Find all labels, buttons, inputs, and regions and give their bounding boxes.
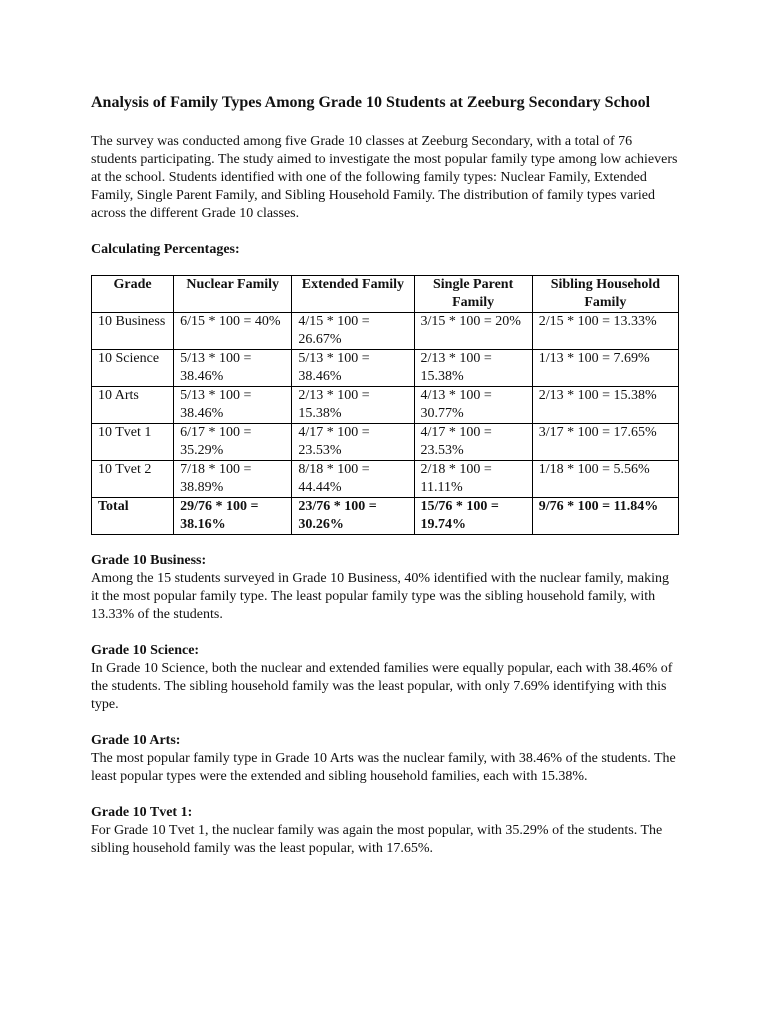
table-cell: 5/13 * 100 = 38.46% — [174, 350, 292, 387]
section-grade-10-arts — [91, 732, 680, 786]
table-cell: 10 Business — [92, 313, 174, 350]
table-cell: 29/76 * 100 = 38.16% — [174, 498, 292, 535]
percentages-table — [91, 275, 679, 535]
column-header-extended: Extended Family — [292, 276, 414, 313]
table-cell: 5/13 * 100 = 38.46% — [174, 387, 292, 424]
table-cell: 4/17 * 100 = 23.53% — [292, 424, 414, 461]
table-total-row — [92, 498, 679, 535]
table-cell: 3/15 * 100 = 20% — [414, 313, 532, 350]
table-header-row — [92, 276, 679, 313]
table-cell: 7/18 * 100 = 38.89% — [174, 461, 292, 498]
column-header-sibling-household: Sibling Household Family — [532, 276, 678, 313]
table-cell: 23/76 * 100 = 30.26% — [292, 498, 414, 535]
column-header-nuclear: Nuclear Family — [174, 276, 292, 313]
table-cell: 2/13 * 100 = 15.38% — [292, 387, 414, 424]
table-cell: 10 Arts — [92, 387, 174, 424]
table-cell: Total — [92, 498, 174, 535]
table-cell: 6/15 * 100 = 40% — [174, 313, 292, 350]
table-cell: 8/18 * 100 = 44.44% — [292, 461, 414, 498]
column-header-grade: Grade — [92, 276, 174, 313]
table-cell: 10 Tvet 2 — [92, 461, 174, 498]
table-cell: 2/13 * 100 = 15.38% — [532, 387, 678, 424]
table-cell: 4/15 * 100 = 26.67% — [292, 313, 414, 350]
column-header-single-parent: Single Parent Family — [414, 276, 532, 313]
table-cell: 9/76 * 100 = 11.84% — [532, 498, 678, 535]
section-grade-10-business — [91, 552, 680, 624]
section-body: Among the 15 students surveyed in Grade 10 Business, 40% identified with the nuclear family, making it the most popular family type. The least popular family type was the sibling household family, with 13.33% of the students. — [91, 571, 670, 622]
table-cell: 10 Tvet 1 — [92, 424, 174, 461]
section-heading: Grade 10 Science: — [91, 643, 200, 658]
intro-paragraph: The survey was conducted among five Grade 10 classes at Zeeburg Secondary, with a total of 76 students participating. The study aimed to investigate the most popular family type among low achievers at the school. Students identified with one of the following family types: Nuclear Family, Extended Family, Single Parent Family, and Sibling Household Family. The distribution of family types varied across the different Grade 10 classes. — [91, 134, 678, 221]
table-cell: 1/18 * 100 = 5.56% — [532, 461, 678, 498]
table-row — [92, 350, 679, 387]
table-cell: 2/18 * 100 = 11.11% — [414, 461, 532, 498]
table-cell: 1/13 * 100 = 7.69% — [532, 350, 678, 387]
table-cell: 10 Science — [92, 350, 174, 387]
calculating-percentages-heading: Calculating Percentages: — [91, 242, 240, 257]
table-cell: 3/17 * 100 = 17.65% — [532, 424, 678, 461]
section-heading: Grade 10 Tvet 1: — [91, 805, 193, 820]
table-cell: 5/13 * 100 = 38.46% — [292, 350, 414, 387]
section-heading: Grade 10 Business: — [91, 553, 207, 568]
section-heading: Grade 10 Arts: — [91, 733, 181, 748]
table-cell: 4/17 * 100 = 23.53% — [414, 424, 532, 461]
table-cell: 15/76 * 100 = 19.74% — [414, 498, 532, 535]
document-title: Analysis of Family Types Among Grade 10 Students at Zeeburg Secondary School — [91, 94, 651, 111]
section-body: In Grade 10 Science, both the nuclear and extended families were equally popular, each with 38.46% of the students. The sibling household family was the least popular, with only 7.69% identifying with this type. — [91, 661, 673, 712]
table-row — [92, 313, 679, 350]
table-cell: 2/15 * 100 = 13.33% — [532, 313, 678, 350]
table-cell: 4/13 * 100 = 30.77% — [414, 387, 532, 424]
table-cell: 6/17 * 100 = 35.29% — [174, 424, 292, 461]
table-cell: 2/13 * 100 = 15.38% — [414, 350, 532, 387]
section-body: The most popular family type in Grade 10 Arts was the nuclear family, with 38.46% of the students. The least popular types were the extended and sibling household families, each with 15.38%. — [91, 751, 676, 784]
section-grade-10-tvet-1 — [91, 804, 680, 858]
section-body: For Grade 10 Tvet 1, the nuclear family was again the most popular, with 35.29% of the students. The sibling household family was the least popular, with 17.65%. — [91, 823, 663, 856]
section-grade-10-science — [91, 642, 680, 714]
table-row — [92, 424, 679, 461]
table-row — [92, 387, 679, 424]
table-row — [92, 461, 679, 498]
